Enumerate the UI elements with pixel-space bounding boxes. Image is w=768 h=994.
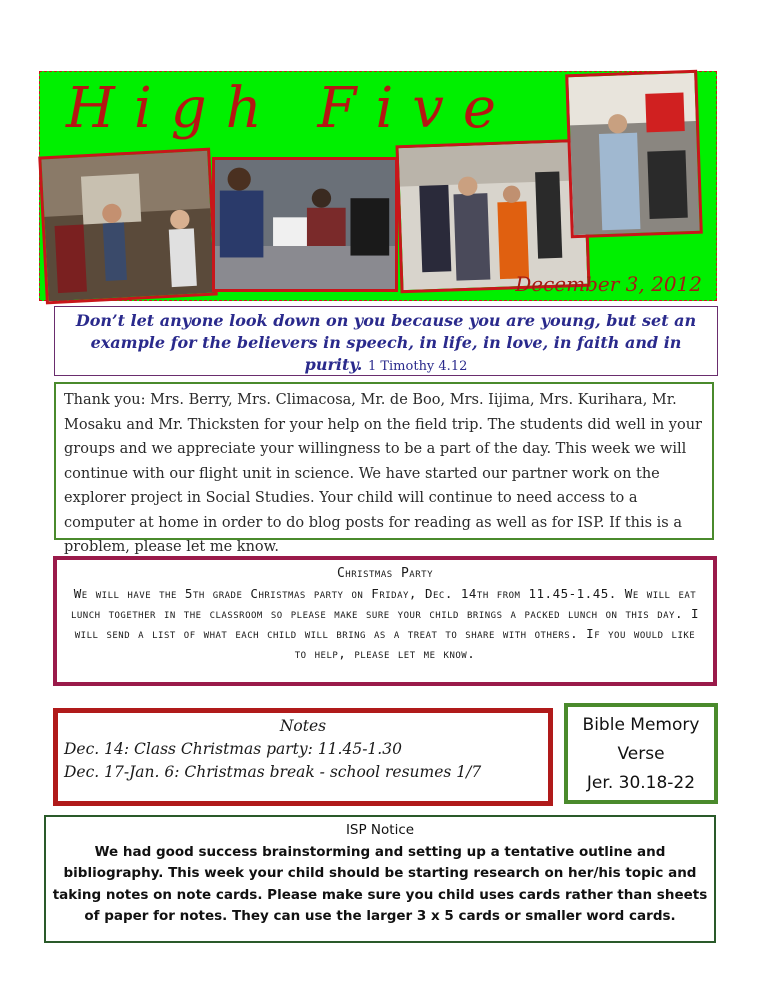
bible-memory-verse-box: [564, 703, 718, 804]
newsletter-date: December 3, 2012: [515, 272, 702, 296]
party-title: Christmas Party: [336, 566, 433, 581]
isp-title: ISP Notice: [345, 822, 415, 838]
verse-reference: 1 Timothy 4.12: [367, 359, 468, 374]
isp-notice-box: [44, 815, 716, 943]
notes-item: Dec. 14: Class Christmas party: 11.45-1.30: [64, 740, 402, 758]
field-trip-photo-4: [565, 70, 703, 239]
thank-you-text: Thank you: Mrs. Berry, Mrs. Climacosa, Mr. de Boo, Mrs. Iijima, Mrs. Kurihara, Mr. Mosaku and Mr. Thicksten for your help on the field trip. The students did well in your groups and we appreciate your willingness to be a part of the day. This week we will continue with our flight unit in science. We have started our partner work on the explorer project in Social Studies. Your child will continue to need access to a computer at home in order to do blog posts for reading as well as for ISP. If this is a problem, please let me know.: [64, 392, 702, 555]
notes-box: [53, 708, 553, 806]
notes-title: Notes: [279, 717, 327, 735]
bible-memory-subheading: Verse: [617, 744, 665, 764]
verse-text: Don’t let anyone look down on you because you are young, but set an example for the believers in speech, in life, in love, in faith and in purity.: [75, 311, 697, 374]
bible-memory-heading: Bible Memory: [582, 715, 700, 735]
newsletter-header: [39, 71, 717, 301]
isp-text: We had good success brainstorming and setting up a tentative outline and bibliography. This week your child should be starting research on her/his topic and taking notes on note cards. Please make sure you child uses cards rather than sheets of paper for notes. They can use the larger 3 x 5 cards or smaller word cards.: [52, 843, 708, 924]
notes-item: Dec. 17-Jan. 6: Christmas break - school resumes 1/7: [64, 763, 482, 781]
field-trip-photo-3: [395, 139, 590, 294]
newsletter-title: High Five: [66, 76, 516, 141]
field-trip-photo-2: [212, 157, 398, 292]
bible-memory-reference: Jer. 30.18-22: [586, 773, 696, 793]
party-text: We will have the 5th grade Christmas party on Friday, Dec. 14th from 11.45-1.45. We will eat lunch together in the classroom so please make sure your child brings a packed lunch on this day. I will send a list of what each child will bring as a treat to share with others. If you would like to help, please let me know.: [70, 586, 700, 661]
scripture-verse-box: [54, 306, 718, 376]
thank-you-message: [54, 382, 714, 555]
field-trip-photo-1: [38, 148, 218, 305]
christmas-party-box: [53, 556, 717, 686]
